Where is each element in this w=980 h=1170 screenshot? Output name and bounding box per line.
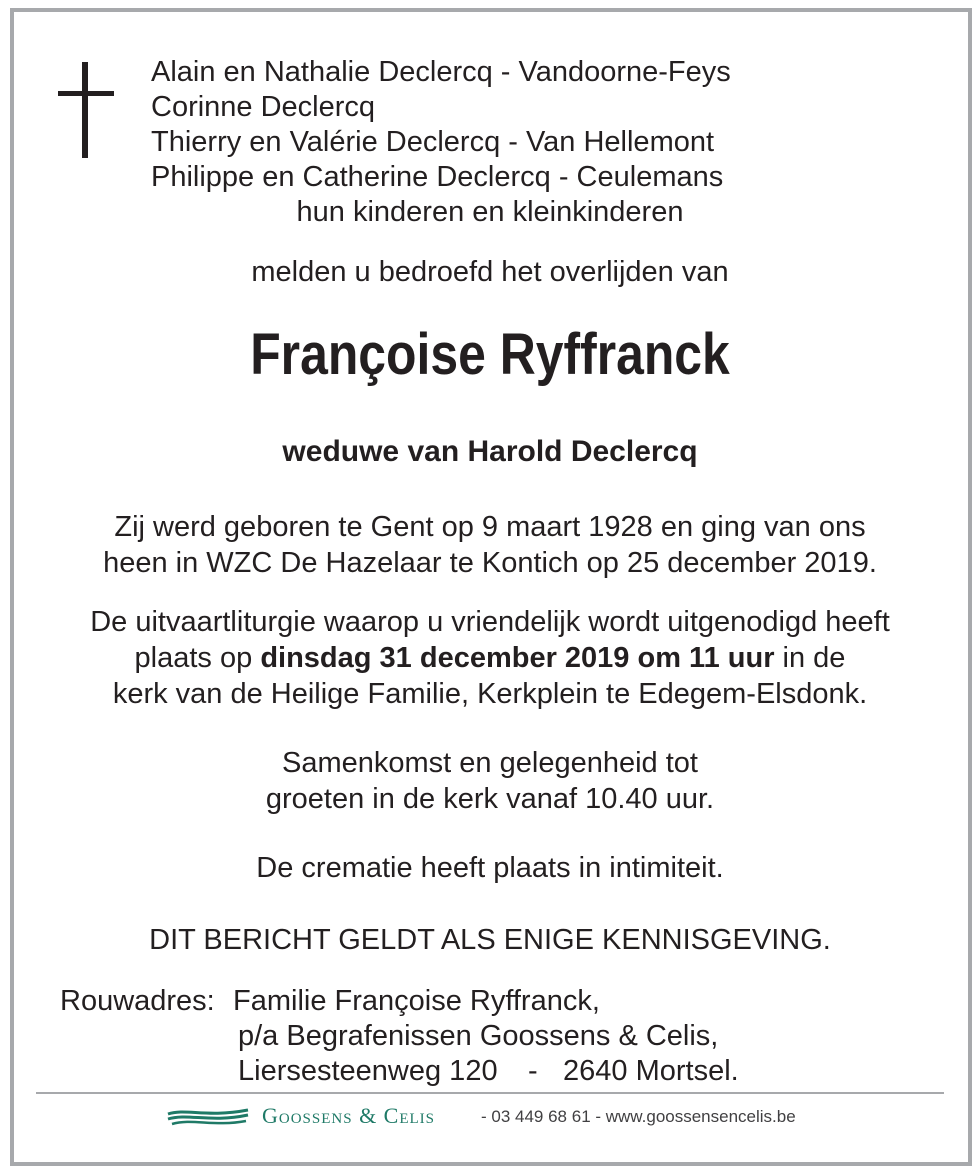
- funeral-line-3: kerk van de Heilige Familie, Kerkplein te Edegem-Elsdonk.: [112, 678, 868, 710]
- family-line-3: Thierry en Valérie Declercq - Van Hellemont: [151, 126, 715, 158]
- gathering-line-2: groeten in de kerk vanaf 10.40 uur.: [265, 783, 715, 815]
- family-line-4: Philippe en Catherine Declercq - Ceulemans: [151, 161, 724, 193]
- widow-of: weduwe van Harold Declercq: [282, 435, 698, 468]
- waves-logo-icon: [166, 1106, 250, 1128]
- address-line-3-street: Liersesteenweg 120: [238, 1055, 498, 1087]
- footer-divider: [36, 1092, 944, 1094]
- contact-info: - 03 449 68 61 - www.goossensencelis.be: [481, 1107, 796, 1126]
- descendants: hun kinderen en kleinkinderen: [296, 196, 684, 228]
- address-line-3-sep: -: [528, 1055, 538, 1087]
- funeral-line-1: De uitvaartliturgie waarop u vriendelijk wordt uitgenodigd heeft: [90, 606, 890, 638]
- footer: [0, 1100, 980, 1134]
- funeral-line-2-pre: plaats op: [134, 642, 261, 674]
- deceased-name: Françoise Ryffranck: [250, 322, 730, 387]
- address-line-2: p/a Begrafenissen Goossens & Celis,: [238, 1020, 719, 1052]
- cross-icon: [58, 62, 114, 158]
- funeral-line-2: [0, 641, 980, 675]
- birth-death-line-1: Zij werd geboren te Gent op 9 maart 1928 en ging van ons: [114, 511, 866, 543]
- funeral-datetime: dinsdag 31 december 2019 om 11 uur: [260, 642, 775, 674]
- address-line-1: Familie Françoise Ryffranck,: [233, 985, 600, 1017]
- notice-statement: DIT BERICHT GELDT ALS ENIGE KENNISGEVING.: [149, 924, 831, 956]
- address-line-3-city: 2640 Mortsel.: [563, 1055, 739, 1087]
- brand-name: Goossens & Celis: [262, 1103, 436, 1128]
- address-label: Rouwadres:: [60, 985, 215, 1017]
- announcement: melden u bedroefd het overlijden van: [251, 256, 729, 288]
- funeral-line-2-post: in de: [774, 642, 846, 674]
- family-line-2: Corinne Declercq: [151, 91, 376, 123]
- cremation: De crematie heeft plaats in intimiteit.: [256, 852, 724, 884]
- family-line-1: Alain en Nathalie Declercq - Vandoorne-Feys: [151, 56, 731, 88]
- birth-death-line-2: heen in WZC De Hazelaar te Kontich op 25 december 2019.: [103, 547, 877, 579]
- gathering-line-1: Samenkomst en gelegenheid tot: [282, 747, 698, 779]
